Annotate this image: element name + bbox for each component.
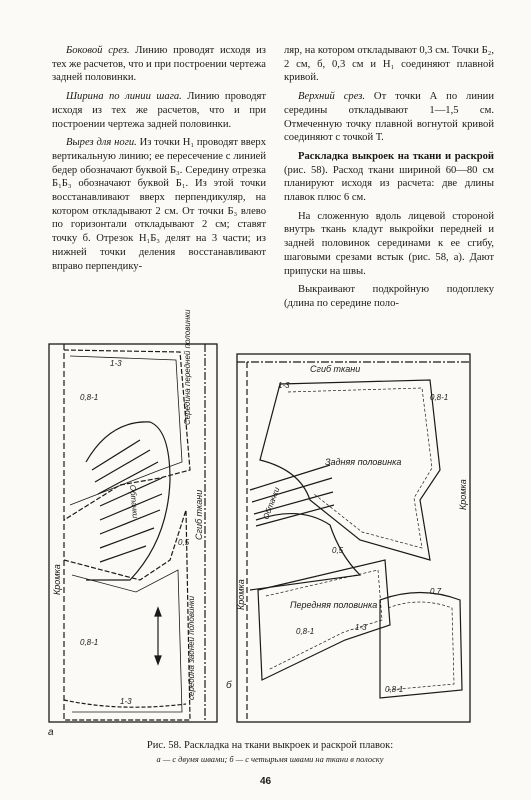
paragraph-text: Линию проводят исходя из тех же расчетов, что и при построении чертежа задней половинки. xyxy=(52,91,266,130)
figure-caption-legend: а — с двумя швами; б — с четырьмя швами на ткани в полоску xyxy=(156,755,384,764)
a-measure-13-bot: 1-3 xyxy=(120,697,132,706)
b-back-piece-label: Задняя половинка xyxy=(325,457,402,467)
a-sgib-label: Сгиб ткани xyxy=(194,489,204,540)
paragraph-text: (рис. 58). Расход ткани шириной 60—80 см планируют исходя из расчета: две длины плавок плюс 6 см. xyxy=(284,164,494,204)
a-measure-081-bot: 0,8-1 xyxy=(80,638,99,647)
paragraph-text: ляр, на котором откладывают 0,3 см. Точки Б₂, 2 см, б, 0,3 см и Н₁ соединяют плавной кривой. xyxy=(284,45,494,84)
paragraph-text: Из точки Н₁ проводят вверх вертикальную линию; ее пересечение с линией бедер обозначают буквой Б₃. Середину отрезка Б₁Б₃ обозначают буквой Б₁. Из этой точки восстанавливают вверх перпендикуляр, на котором откладывают 2 см. От точки Б₃ влево по горизонтали откладывают 2 см; ставят точку б. Отрезок Н₁Б₃ делят на 3 части; из нижней точки деления восстанавливают вправо перпендику- xyxy=(52,137,266,272)
paragraph-text: От точки А по линии середины откладывают 1—1,5 см. Отмеченную точку плавной вогнутой кривой соединяют с точкой Т. xyxy=(284,91,494,144)
a-measure-13-top: 1-3 xyxy=(110,359,122,368)
paragraph-lead: Раскладка выкроек на ткани и раскрой xyxy=(298,150,494,162)
b-sgib-label: Сгиб ткани xyxy=(310,364,361,374)
b-measure-081-b: 0,8-1 xyxy=(296,627,315,636)
b-measure-13-a: 1-3 xyxy=(278,381,290,390)
figure-b-layout xyxy=(237,354,470,722)
a-letter: а xyxy=(48,727,54,738)
b-measure-07: 0,7 xyxy=(430,587,442,596)
paragraph-lead: Боковой срез. xyxy=(66,45,130,56)
paragraph-text: Линию проводят исходя из тех же расчетов, что и при построении чертежа задней половинки. xyxy=(52,45,266,84)
b-kromka-left-label: Кромка xyxy=(236,579,246,610)
page-number: 46 xyxy=(259,776,272,787)
a-front-middle-label: Середина передней половинки xyxy=(183,309,192,425)
paragraph-lead: Верхний срез. xyxy=(298,91,366,103)
a-obtachki-label: Обтачки xyxy=(128,484,140,519)
a-measure-05: 0,5 xyxy=(178,538,190,547)
a-measure-081-top: 0,8-1 xyxy=(80,393,99,402)
b-measure-081-a: 0,8-1 xyxy=(430,393,449,402)
b-measure-13-b: 1-3 xyxy=(355,623,367,632)
b-obtachki-label: Обтачки xyxy=(261,486,282,521)
b-measure-05: 0,5 xyxy=(332,546,344,555)
b-front-piece-label: Передняя половинка xyxy=(290,600,378,610)
b-measure-081-c: 0,8-1 xyxy=(385,685,404,694)
paragraph-text: Выкраивают подкройную подоплеку (длина по середине поло- xyxy=(284,284,494,309)
a-kromka-label: Кромка xyxy=(52,564,62,595)
figure-caption: Рис. 58. Раскладка на ткани выкроек и раскрой плавок: xyxy=(146,740,394,751)
paragraph-lead: Вырез для ноги. xyxy=(66,137,137,149)
paragraph-text: На сложенную вдоль лицевой стороной внутрь ткань кладут выкройки передней и задней половинок серединами к ее сгибу, шаговыми срезами встык (рис. 58, а). Дают припуски на швы. xyxy=(284,210,494,277)
b-kromka-right-label: Кромка xyxy=(458,479,468,510)
b-letter: б xyxy=(226,680,232,691)
a-back-middle-label: середина задней половинки xyxy=(187,595,196,700)
paragraph-lead: Ширина по линии шага. xyxy=(66,91,182,103)
